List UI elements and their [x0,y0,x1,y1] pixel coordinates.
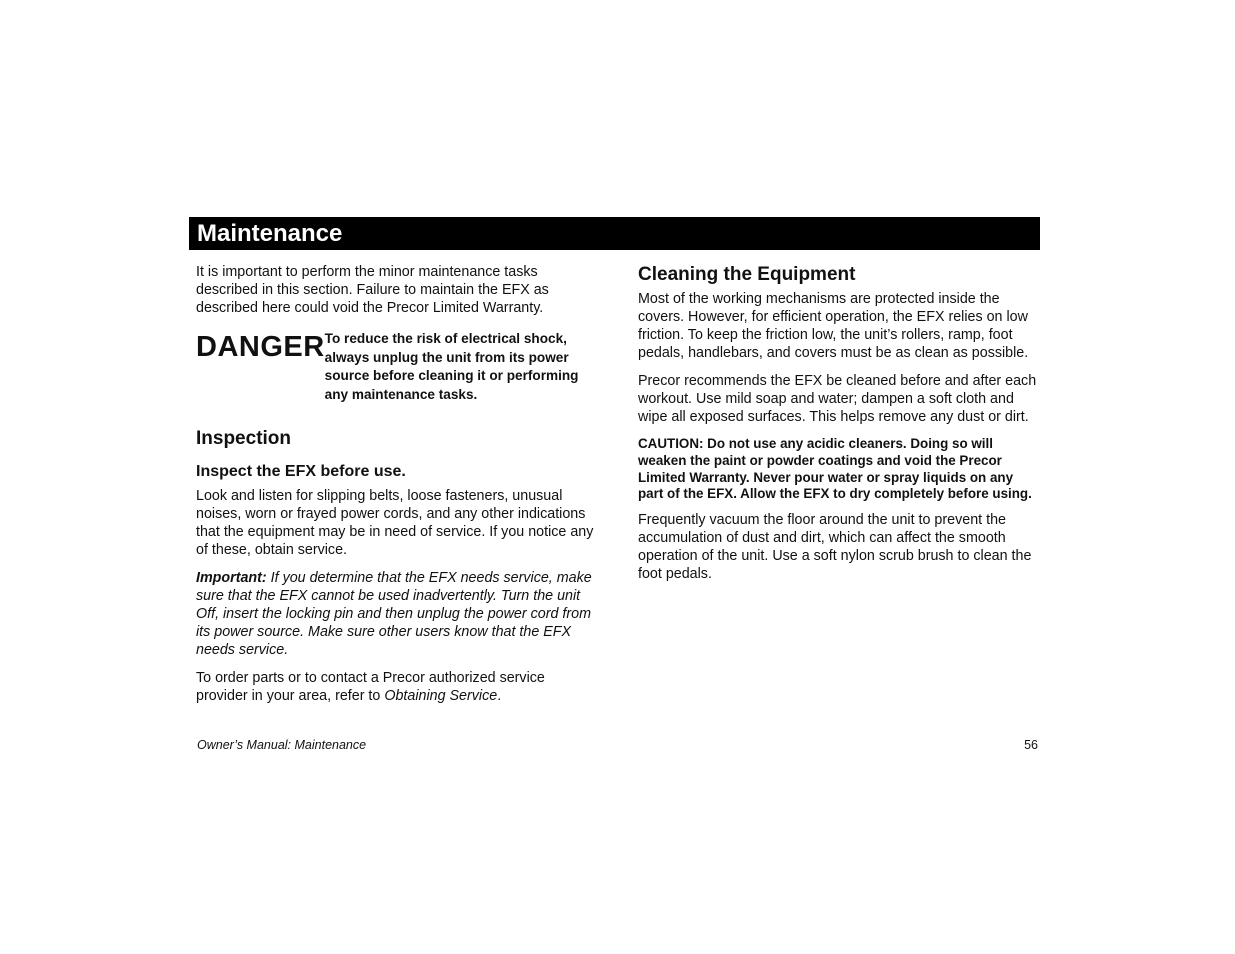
page-number: 56 [1024,738,1038,752]
important-text: If you determine that the EFX needs service, make sure that the EFX cannot be used inadvertently. Turn the unit Off, insert the locking pin and then unplug the power cord from its power source. Make sure other users know that the EFX needs service. [196,570,592,658]
order-paragraph [196,669,596,705]
cleaning-paragraph-3: Frequently vacuum the floor around the unit to prevent the accumulation of dust and dirt, which can affect the smooth operation of the unit. Use a soft nylon scrub brush to clean the foot pedals. [638,512,1032,583]
section-header-bar [189,217,1040,250]
inspect-subheading: Inspect the EFX before use. [196,463,406,480]
cleaning-paragraph-2: Precor recommends the EFX be cleaned before and after each workout. Use mild soap and water; dampen a soft cloth and wipe all exposed surfaces. This helps remove any dust or dirt. [638,373,1037,425]
obtaining-service-reference: Obtaining Service [384,688,498,704]
cleaning-paragraph-1: Most of the working mechanisms are protected inside the covers. However, for efficient operation, the EFX relies on low friction. To keep the friction low, the unit’s rollers, ramp, foot pedals, handlebars, and covers must be as clean as possible. [638,291,1029,361]
important-note [196,569,596,659]
right-column [638,262,1040,583]
section-title: Maintenance [197,220,343,247]
order-end: . [497,688,502,704]
order-text: To order parts or to contact a Precor authorized service provider in your area, refer to [196,670,545,704]
caution-notice: CAUTION: Do not use any acidic cleaners. Doing so will weaken the paint or powder coatings and void the Precor Limited Warranty. Never pour water or spray liquids on any part of the EFX. Allow the EFX to dry completely before using. [638,436,1032,502]
footer-manual-title: Owner’s Manual: Maintenance [197,738,367,752]
left-column [196,263,596,705]
inspect-paragraph: Look and listen for slipping belts, loose fasteners, unusual noises, worn or frayed power cords, and any other indications that the equipment may be in need of service. If you notice any of these, obtain service. [196,488,594,558]
danger-text: To reduce the risk of electrical shock, always unplug the unit from its power source before cleaning it or performing any maintenance tasks. [324,331,579,402]
danger-label: DANGER [196,331,325,363]
inspection-heading: Inspection [196,428,292,449]
danger-notice [196,330,596,404]
intro-paragraph: It is important to perform the minor maintenance tasks described in this section. Failure to maintain the EFX as described here could void the Precor Limited Warranty. [196,264,549,316]
important-label: Important: [196,570,267,586]
cleaning-heading: Cleaning the Equipment [638,264,856,285]
